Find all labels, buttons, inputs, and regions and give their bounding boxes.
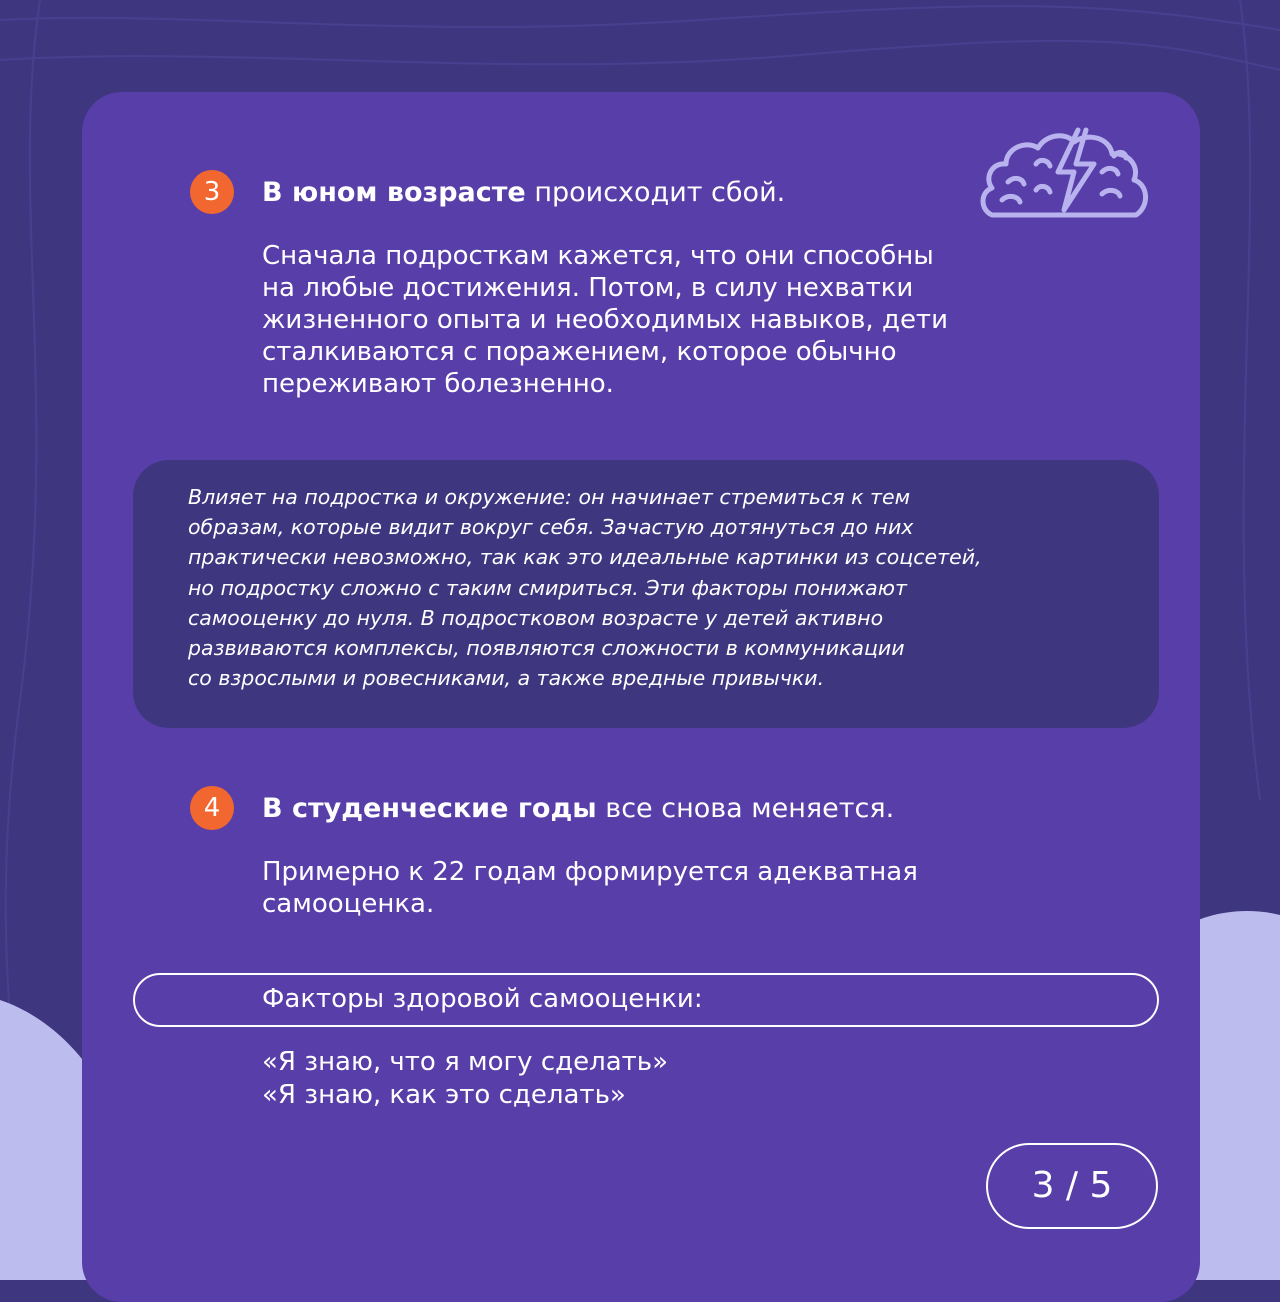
step-3-badge: 3 <box>190 170 234 214</box>
step-3-heading-bold: В юном возрасте <box>262 177 526 208</box>
note-text <box>188 482 1138 693</box>
step-4-heading <box>262 792 894 826</box>
step-3-body-line: на любые достижения. Потом, в силу нехватки <box>262 273 914 303</box>
step-3-body-line: Сначала подросткам кажется, что они способны <box>262 241 934 271</box>
step-3-body-line: переживают болезненно. <box>262 369 614 399</box>
step-3-body-line: жизненного опыта и необходимых навыков, дети <box>262 305 948 335</box>
step-4-heading-rest: все снова меняется. <box>596 793 895 824</box>
note-line: практически невозможно, так как это идеальные картинки из соцсетей, <box>188 545 982 570</box>
step-4-body-line: Примерно к 22 годам формируется адекватная <box>262 857 918 887</box>
brain-lightning-icon <box>978 120 1154 230</box>
note-line: самооценку до нуля. В подростковом возрасте у детей активно <box>188 605 884 630</box>
factor-quote: «Я знаю, что я могу сделать» <box>262 1047 669 1077</box>
note-line: но подростку сложно с таким смириться. Эти факторы понижают <box>188 575 907 600</box>
step-3-body-line: сталкиваются с поражением, которое обычно <box>262 337 897 367</box>
note-line: Влияет на подростка и окружение: он начинает стремиться к тем <box>188 485 911 509</box>
step-4-body-line: самооценка. <box>262 889 435 919</box>
factor-quote: «Я знаю, как это сделать» <box>262 1080 626 1110</box>
step-3-body <box>262 240 1022 400</box>
step-4-badge: 4 <box>190 786 234 830</box>
step-4-heading-bold: В студенческие годы <box>262 793 597 824</box>
step-3-heading-rest: происходит сбой. <box>525 177 786 208</box>
note-line: развиваются комплексы, появляются сложности в коммуникации <box>188 636 905 661</box>
note-line: образам, которые видит вокруг себя. Зачастую дотянуться до них <box>188 515 914 540</box>
note-line: со взрослыми и ровесниками, а также вредные привычки. <box>188 666 825 691</box>
factors-quotes <box>262 1046 668 1112</box>
step-4-body <box>262 856 1022 920</box>
page-indicator: 3 / 5 <box>986 1143 1158 1229</box>
step-3-heading <box>262 176 785 210</box>
factors-title: Факторы здоровой самооценки: <box>262 984 703 1014</box>
